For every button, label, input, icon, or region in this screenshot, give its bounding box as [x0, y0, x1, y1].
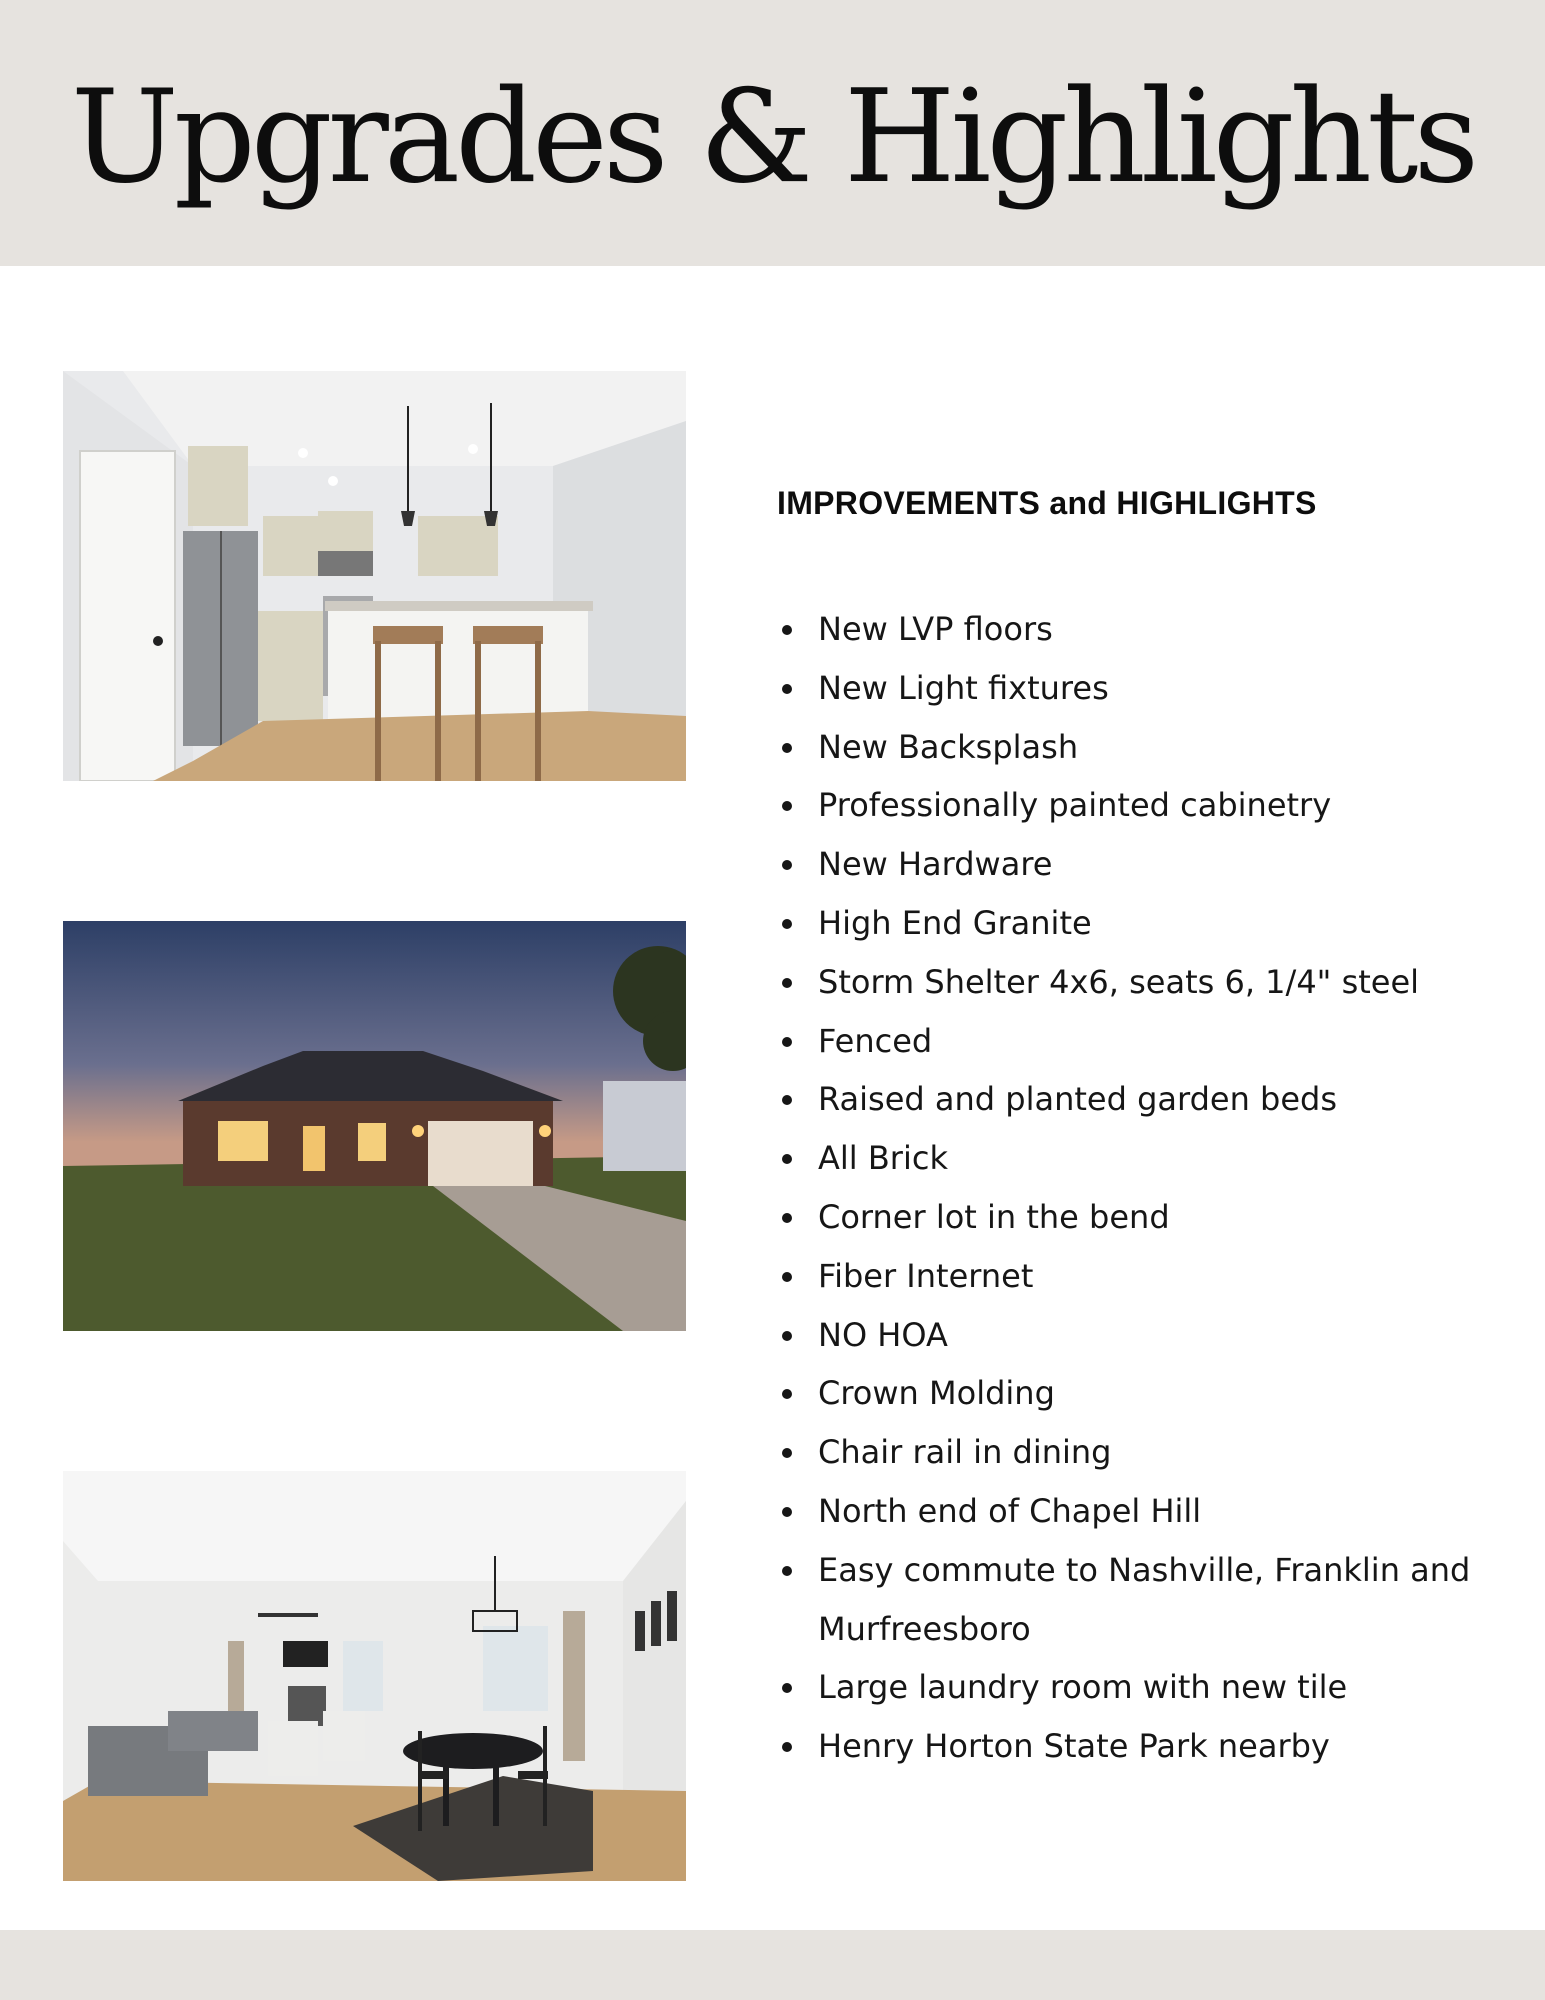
highlight-item: New Backsplash	[777, 718, 1477, 777]
highlight-item: Storm Shelter 4x6, seats 6, 1/4" steel	[777, 953, 1477, 1012]
highlight-item: Large laundry room with new tile	[777, 1658, 1477, 1717]
highlight-item: Raised and planted garden beds	[777, 1070, 1477, 1129]
highlight-item: High End Granite	[777, 894, 1477, 953]
highlight-item: North end of Chapel Hill	[777, 1482, 1477, 1541]
highlight-item: New Hardware	[777, 835, 1477, 894]
highlight-item: Henry Horton State Park nearby	[777, 1717, 1477, 1776]
highlight-item: Crown Molding	[777, 1364, 1477, 1423]
living-dining-photo	[63, 1471, 686, 1881]
section-heading: IMPROVEMENTS and HIGHLIGHTS	[777, 485, 1317, 521]
house-exterior-photo	[63, 921, 686, 1331]
page-title: Upgrades & Highlights	[70, 63, 1475, 212]
highlight-item: Professionally painted cabinetry	[777, 776, 1477, 835]
highlight-item: Chair rail in dining	[777, 1423, 1477, 1482]
highlight-item: Corner lot in the bend	[777, 1188, 1477, 1247]
highlight-item: NO HOA	[777, 1306, 1477, 1365]
highlight-item: New LVP floors	[777, 600, 1477, 659]
footer-band	[0, 1930, 1545, 2000]
highlight-item: Fiber Internet	[777, 1247, 1477, 1306]
highlight-item: Easy commute to Nashville, Franklin and Murfreesboro	[777, 1541, 1477, 1659]
highlight-item: New Light fixtures	[777, 659, 1477, 718]
kitchen-photo	[63, 371, 686, 781]
highlight-item: All Brick	[777, 1129, 1477, 1188]
highlight-item: Fenced	[777, 1012, 1477, 1071]
highlights-list	[777, 600, 1477, 1776]
